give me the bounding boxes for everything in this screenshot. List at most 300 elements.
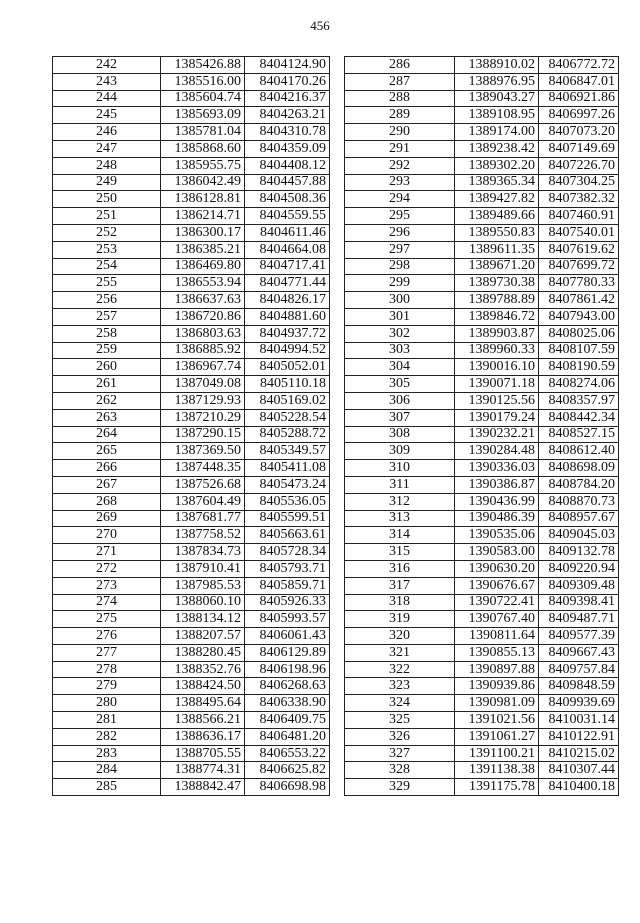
y-coordinate-cell: 8404508.36 — [245, 191, 330, 208]
x-coordinate-cell: 1387758.52 — [161, 527, 245, 544]
point-number-cell: 320 — [345, 628, 455, 645]
table-row — [53, 140, 330, 157]
table-row — [53, 678, 330, 695]
table-row — [53, 292, 330, 309]
point-number-cell: 311 — [345, 476, 455, 493]
x-coordinate-cell: 1390436.99 — [455, 493, 539, 510]
table-row — [53, 443, 330, 460]
y-coordinate-cell: 8407619.62 — [539, 241, 619, 258]
x-coordinate-cell: 1386553.94 — [161, 275, 245, 292]
point-number-cell: 271 — [53, 544, 161, 561]
point-number-cell: 273 — [53, 577, 161, 594]
x-coordinate-cell: 1386967.74 — [161, 359, 245, 376]
point-number-cell: 250 — [53, 191, 161, 208]
table-row — [53, 611, 330, 628]
y-coordinate-cell: 8404310.78 — [245, 124, 330, 141]
x-coordinate-cell: 1387681.77 — [161, 510, 245, 527]
y-coordinate-cell: 8408442.34 — [539, 409, 619, 426]
point-number-cell: 295 — [345, 208, 455, 225]
point-number-cell: 319 — [345, 611, 455, 628]
table-row — [345, 476, 619, 493]
point-number-cell: 246 — [53, 124, 161, 141]
table-body — [345, 57, 619, 796]
point-number-cell: 256 — [53, 292, 161, 309]
table-row — [345, 779, 619, 796]
table-row — [345, 695, 619, 712]
x-coordinate-cell: 1390897.88 — [455, 661, 539, 678]
table-row — [345, 443, 619, 460]
y-coordinate-cell: 8404359.09 — [245, 140, 330, 157]
x-coordinate-cell: 1385955.75 — [161, 157, 245, 174]
table-row — [345, 678, 619, 695]
y-coordinate-cell: 8407149.69 — [539, 140, 619, 157]
y-coordinate-cell: 8410307.44 — [539, 762, 619, 779]
y-coordinate-cell: 8404994.52 — [245, 342, 330, 359]
table-row — [345, 594, 619, 611]
y-coordinate-cell: 8409939.69 — [539, 695, 619, 712]
x-coordinate-cell: 1390336.03 — [455, 460, 539, 477]
x-coordinate-cell: 1389550.83 — [455, 224, 539, 241]
table-row — [345, 376, 619, 393]
table-row — [345, 510, 619, 527]
point-number-cell: 298 — [345, 258, 455, 275]
point-number-cell: 276 — [53, 628, 161, 645]
y-coordinate-cell: 8405228.54 — [245, 409, 330, 426]
point-number-cell: 317 — [345, 577, 455, 594]
table-row — [345, 392, 619, 409]
point-number-cell: 243 — [53, 73, 161, 90]
table-row — [345, 308, 619, 325]
table-row — [345, 661, 619, 678]
y-coordinate-cell: 8405411.08 — [245, 460, 330, 477]
x-coordinate-cell: 1390284.48 — [455, 443, 539, 460]
y-coordinate-cell: 8409757.84 — [539, 661, 619, 678]
table-row — [345, 728, 619, 745]
table-row — [53, 460, 330, 477]
y-coordinate-cell: 8407226.70 — [539, 157, 619, 174]
x-coordinate-cell: 1387910.41 — [161, 560, 245, 577]
y-coordinate-cell: 8409577.39 — [539, 628, 619, 645]
x-coordinate-cell: 1387290.15 — [161, 426, 245, 443]
x-coordinate-cell: 1385426.88 — [161, 57, 245, 74]
x-coordinate-cell: 1390232.21 — [455, 426, 539, 443]
point-number-cell: 301 — [345, 308, 455, 325]
x-coordinate-cell: 1390486.39 — [455, 510, 539, 527]
y-coordinate-cell: 8407382.32 — [539, 191, 619, 208]
table-row — [345, 745, 619, 762]
x-coordinate-cell: 1387526.68 — [161, 476, 245, 493]
y-coordinate-cell: 8409398.41 — [539, 594, 619, 611]
y-coordinate-cell: 8406553.22 — [245, 745, 330, 762]
x-coordinate-cell: 1388280.45 — [161, 644, 245, 661]
table-row — [53, 224, 330, 241]
table-row — [345, 426, 619, 443]
table-row — [53, 107, 330, 124]
table-row — [53, 392, 330, 409]
x-coordinate-cell: 1389960.33 — [455, 342, 539, 359]
point-number-cell: 253 — [53, 241, 161, 258]
point-number-cell: 281 — [53, 712, 161, 729]
y-coordinate-cell: 8409667.43 — [539, 644, 619, 661]
y-coordinate-cell: 8404664.08 — [245, 241, 330, 258]
y-coordinate-cell: 8408527.15 — [539, 426, 619, 443]
x-coordinate-cell: 1387129.93 — [161, 392, 245, 409]
table-row — [53, 779, 330, 796]
y-coordinate-cell: 8407861.42 — [539, 292, 619, 309]
point-number-cell: 323 — [345, 678, 455, 695]
y-coordinate-cell: 8405859.71 — [245, 577, 330, 594]
point-number-cell: 292 — [345, 157, 455, 174]
point-number-cell: 318 — [345, 594, 455, 611]
table-row — [345, 90, 619, 107]
point-number-cell: 274 — [53, 594, 161, 611]
point-number-cell: 316 — [345, 560, 455, 577]
point-number-cell: 296 — [345, 224, 455, 241]
table-row — [53, 510, 330, 527]
table-row — [53, 762, 330, 779]
point-number-cell: 280 — [53, 695, 161, 712]
table-row — [53, 90, 330, 107]
point-number-cell: 282 — [53, 728, 161, 745]
table-row — [345, 174, 619, 191]
point-number-cell: 313 — [345, 510, 455, 527]
table-row — [53, 712, 330, 729]
table-row — [345, 124, 619, 141]
x-coordinate-cell: 1389903.87 — [455, 325, 539, 342]
y-coordinate-cell: 8409220.94 — [539, 560, 619, 577]
x-coordinate-cell: 1388636.17 — [161, 728, 245, 745]
point-number-cell: 254 — [53, 258, 161, 275]
point-number-cell: 288 — [345, 90, 455, 107]
x-coordinate-cell: 1389489.66 — [455, 208, 539, 225]
point-number-cell: 307 — [345, 409, 455, 426]
x-coordinate-cell: 1388207.57 — [161, 628, 245, 645]
y-coordinate-cell: 8408025.06 — [539, 325, 619, 342]
x-coordinate-cell: 1388976.95 — [455, 73, 539, 90]
point-number-cell: 261 — [53, 376, 161, 393]
y-coordinate-cell: 8405473.24 — [245, 476, 330, 493]
point-number-cell: 267 — [53, 476, 161, 493]
x-coordinate-cell: 1390125.56 — [455, 392, 539, 409]
y-coordinate-cell: 8406997.26 — [539, 107, 619, 124]
y-coordinate-cell: 8410031.14 — [539, 712, 619, 729]
point-number-cell: 294 — [345, 191, 455, 208]
table-row — [53, 57, 330, 74]
x-coordinate-cell: 1391175.78 — [455, 779, 539, 796]
y-coordinate-cell: 8406698.98 — [245, 779, 330, 796]
point-number-cell: 284 — [53, 762, 161, 779]
table-row — [53, 409, 330, 426]
table-row — [345, 292, 619, 309]
point-number-cell: 286 — [345, 57, 455, 74]
y-coordinate-cell: 8408957.67 — [539, 510, 619, 527]
x-coordinate-cell: 1390939.86 — [455, 678, 539, 695]
x-coordinate-cell: 1386300.17 — [161, 224, 245, 241]
x-coordinate-cell: 1385604.74 — [161, 90, 245, 107]
x-coordinate-cell: 1390583.00 — [455, 544, 539, 561]
y-coordinate-cell: 8408698.09 — [539, 460, 619, 477]
point-number-cell: 309 — [345, 443, 455, 460]
y-coordinate-cell: 8406847.01 — [539, 73, 619, 90]
x-coordinate-cell: 1389427.82 — [455, 191, 539, 208]
table-row — [345, 57, 619, 74]
point-number-cell: 328 — [345, 762, 455, 779]
x-coordinate-cell: 1388060.10 — [161, 594, 245, 611]
y-coordinate-cell: 8406129.89 — [245, 644, 330, 661]
point-number-cell: 277 — [53, 644, 161, 661]
y-coordinate-cell: 8405993.57 — [245, 611, 330, 628]
point-number-cell: 269 — [53, 510, 161, 527]
y-coordinate-cell: 8405536.05 — [245, 493, 330, 510]
point-number-cell: 324 — [345, 695, 455, 712]
table-row — [345, 342, 619, 359]
y-coordinate-cell: 8407780.33 — [539, 275, 619, 292]
point-number-cell: 303 — [345, 342, 455, 359]
y-coordinate-cell: 8405110.18 — [245, 376, 330, 393]
y-coordinate-cell: 8409045.03 — [539, 527, 619, 544]
table-row — [345, 527, 619, 544]
x-coordinate-cell: 1389788.89 — [455, 292, 539, 309]
x-coordinate-cell: 1388134.12 — [161, 611, 245, 628]
x-coordinate-cell: 1390981.09 — [455, 695, 539, 712]
x-coordinate-cell: 1386637.63 — [161, 292, 245, 309]
x-coordinate-cell: 1387210.29 — [161, 409, 245, 426]
point-number-cell: 242 — [53, 57, 161, 74]
x-coordinate-cell: 1389108.95 — [455, 107, 539, 124]
x-coordinate-cell: 1387985.53 — [161, 577, 245, 594]
page-number: 456 — [310, 18, 330, 33]
table-row — [53, 628, 330, 645]
point-number-cell: 252 — [53, 224, 161, 241]
y-coordinate-cell: 8404771.44 — [245, 275, 330, 292]
table-row — [53, 73, 330, 90]
x-coordinate-cell: 1386214.71 — [161, 208, 245, 225]
y-coordinate-cell: 8408190.59 — [539, 359, 619, 376]
point-number-cell: 300 — [345, 292, 455, 309]
table-row — [345, 157, 619, 174]
point-number-cell: 264 — [53, 426, 161, 443]
y-coordinate-cell: 8404170.26 — [245, 73, 330, 90]
x-coordinate-cell: 1386128.81 — [161, 191, 245, 208]
x-coordinate-cell: 1388495.64 — [161, 695, 245, 712]
y-coordinate-cell: 8404826.17 — [245, 292, 330, 309]
table-row — [345, 762, 619, 779]
x-coordinate-cell: 1388424.50 — [161, 678, 245, 695]
x-coordinate-cell: 1389302.20 — [455, 157, 539, 174]
y-coordinate-cell: 8409487.71 — [539, 611, 619, 628]
table-row — [345, 224, 619, 241]
y-coordinate-cell: 8408612.40 — [539, 443, 619, 460]
x-coordinate-cell: 1390855.13 — [455, 644, 539, 661]
y-coordinate-cell: 8408107.59 — [539, 342, 619, 359]
table-row — [345, 140, 619, 157]
table-row — [53, 661, 330, 678]
y-coordinate-cell: 8407699.72 — [539, 258, 619, 275]
x-coordinate-cell: 1389730.38 — [455, 275, 539, 292]
table-row — [345, 644, 619, 661]
coordinates-table-right — [344, 56, 619, 796]
point-number-cell: 321 — [345, 644, 455, 661]
y-coordinate-cell: 8405169.02 — [245, 392, 330, 409]
y-coordinate-cell: 8404457.88 — [245, 174, 330, 191]
y-coordinate-cell: 8404559.55 — [245, 208, 330, 225]
point-number-cell: 305 — [345, 376, 455, 393]
point-number-cell: 287 — [345, 73, 455, 90]
x-coordinate-cell: 1387448.35 — [161, 460, 245, 477]
point-number-cell: 327 — [345, 745, 455, 762]
point-number-cell: 265 — [53, 443, 161, 460]
point-number-cell: 275 — [53, 611, 161, 628]
x-coordinate-cell: 1387049.08 — [161, 376, 245, 393]
x-coordinate-cell: 1385516.00 — [161, 73, 245, 90]
y-coordinate-cell: 8405052.01 — [245, 359, 330, 376]
table-row — [53, 325, 330, 342]
x-coordinate-cell: 1387604.49 — [161, 493, 245, 510]
y-coordinate-cell: 8405728.34 — [245, 544, 330, 561]
table-row — [345, 560, 619, 577]
table-row — [345, 191, 619, 208]
point-number-cell: 322 — [345, 661, 455, 678]
table-row — [53, 728, 330, 745]
point-number-cell: 326 — [345, 728, 455, 745]
point-number-cell: 291 — [345, 140, 455, 157]
point-number-cell: 293 — [345, 174, 455, 191]
point-number-cell: 270 — [53, 527, 161, 544]
table-row — [345, 325, 619, 342]
table-row — [53, 745, 330, 762]
table-row — [345, 275, 619, 292]
table-row — [53, 644, 330, 661]
table-row — [53, 308, 330, 325]
table-row — [53, 208, 330, 225]
point-number-cell: 285 — [53, 779, 161, 796]
y-coordinate-cell: 8408870.73 — [539, 493, 619, 510]
y-coordinate-cell: 8410122.91 — [539, 728, 619, 745]
table-row — [53, 594, 330, 611]
table-row — [345, 107, 619, 124]
x-coordinate-cell: 1390535.06 — [455, 527, 539, 544]
table-row — [53, 258, 330, 275]
y-coordinate-cell: 8404611.46 — [245, 224, 330, 241]
table-row — [345, 258, 619, 275]
table-row — [345, 241, 619, 258]
y-coordinate-cell: 8404216.37 — [245, 90, 330, 107]
y-coordinate-cell: 8408357.97 — [539, 392, 619, 409]
point-number-cell: 272 — [53, 560, 161, 577]
point-number-cell: 314 — [345, 527, 455, 544]
table-row — [53, 695, 330, 712]
x-coordinate-cell: 1388774.31 — [161, 762, 245, 779]
x-coordinate-cell: 1389611.35 — [455, 241, 539, 258]
point-number-cell: 258 — [53, 325, 161, 342]
x-coordinate-cell: 1387834.73 — [161, 544, 245, 561]
y-coordinate-cell: 8406198.96 — [245, 661, 330, 678]
y-coordinate-cell: 8407073.20 — [539, 124, 619, 141]
y-coordinate-cell: 8410215.02 — [539, 745, 619, 762]
point-number-cell: 244 — [53, 90, 161, 107]
x-coordinate-cell: 1389174.00 — [455, 124, 539, 141]
x-coordinate-cell: 1390722.41 — [455, 594, 539, 611]
point-number-cell: 306 — [345, 392, 455, 409]
x-coordinate-cell: 1388352.76 — [161, 661, 245, 678]
table-row — [345, 359, 619, 376]
y-coordinate-cell: 8405663.61 — [245, 527, 330, 544]
table-row — [53, 476, 330, 493]
table-row — [345, 577, 619, 594]
point-number-cell: 297 — [345, 241, 455, 258]
x-coordinate-cell: 1388705.55 — [161, 745, 245, 762]
x-coordinate-cell: 1389671.20 — [455, 258, 539, 275]
x-coordinate-cell: 1391021.56 — [455, 712, 539, 729]
y-coordinate-cell: 8408274.06 — [539, 376, 619, 393]
y-coordinate-cell: 8407943.00 — [539, 308, 619, 325]
table-row — [53, 359, 330, 376]
x-coordinate-cell: 1388842.47 — [161, 779, 245, 796]
x-coordinate-cell: 1390630.20 — [455, 560, 539, 577]
y-coordinate-cell: 8404881.60 — [245, 308, 330, 325]
y-coordinate-cell: 8410400.18 — [539, 779, 619, 796]
y-coordinate-cell: 8404408.12 — [245, 157, 330, 174]
y-coordinate-cell: 8406409.75 — [245, 712, 330, 729]
point-number-cell: 329 — [345, 779, 455, 796]
point-number-cell: 249 — [53, 174, 161, 191]
y-coordinate-cell: 8406772.72 — [539, 57, 619, 74]
x-coordinate-cell: 1388910.02 — [455, 57, 539, 74]
x-coordinate-cell: 1391061.27 — [455, 728, 539, 745]
table-row — [345, 493, 619, 510]
table-row — [345, 628, 619, 645]
x-coordinate-cell: 1389365.34 — [455, 174, 539, 191]
point-number-cell: 266 — [53, 460, 161, 477]
x-coordinate-cell: 1387369.50 — [161, 443, 245, 460]
point-number-cell: 283 — [53, 745, 161, 762]
x-coordinate-cell: 1390179.24 — [455, 409, 539, 426]
x-coordinate-cell: 1385781.04 — [161, 124, 245, 141]
point-number-cell: 257 — [53, 308, 161, 325]
point-number-cell: 268 — [53, 493, 161, 510]
point-number-cell: 299 — [345, 275, 455, 292]
x-coordinate-cell: 1389238.42 — [455, 140, 539, 157]
point-number-cell: 290 — [345, 124, 455, 141]
table-row — [53, 527, 330, 544]
x-coordinate-cell: 1386885.92 — [161, 342, 245, 359]
x-coordinate-cell: 1386803.63 — [161, 325, 245, 342]
y-coordinate-cell: 8404124.90 — [245, 57, 330, 74]
y-coordinate-cell: 8405926.33 — [245, 594, 330, 611]
table-row — [53, 426, 330, 443]
y-coordinate-cell: 8406481.20 — [245, 728, 330, 745]
table-row — [345, 73, 619, 90]
table-row — [345, 460, 619, 477]
y-coordinate-cell: 8406625.82 — [245, 762, 330, 779]
table-row — [53, 174, 330, 191]
point-number-cell: 260 — [53, 359, 161, 376]
table-body — [53, 57, 330, 796]
point-number-cell: 259 — [53, 342, 161, 359]
x-coordinate-cell: 1388566.21 — [161, 712, 245, 729]
table-row — [345, 712, 619, 729]
y-coordinate-cell: 8407540.01 — [539, 224, 619, 241]
table-row — [53, 342, 330, 359]
y-coordinate-cell: 8407460.91 — [539, 208, 619, 225]
point-number-cell: 263 — [53, 409, 161, 426]
point-number-cell: 289 — [345, 107, 455, 124]
y-coordinate-cell: 8406921.86 — [539, 90, 619, 107]
table-row — [345, 611, 619, 628]
y-coordinate-cell: 8406338.90 — [245, 695, 330, 712]
y-coordinate-cell: 8409309.48 — [539, 577, 619, 594]
point-number-cell: 247 — [53, 140, 161, 157]
